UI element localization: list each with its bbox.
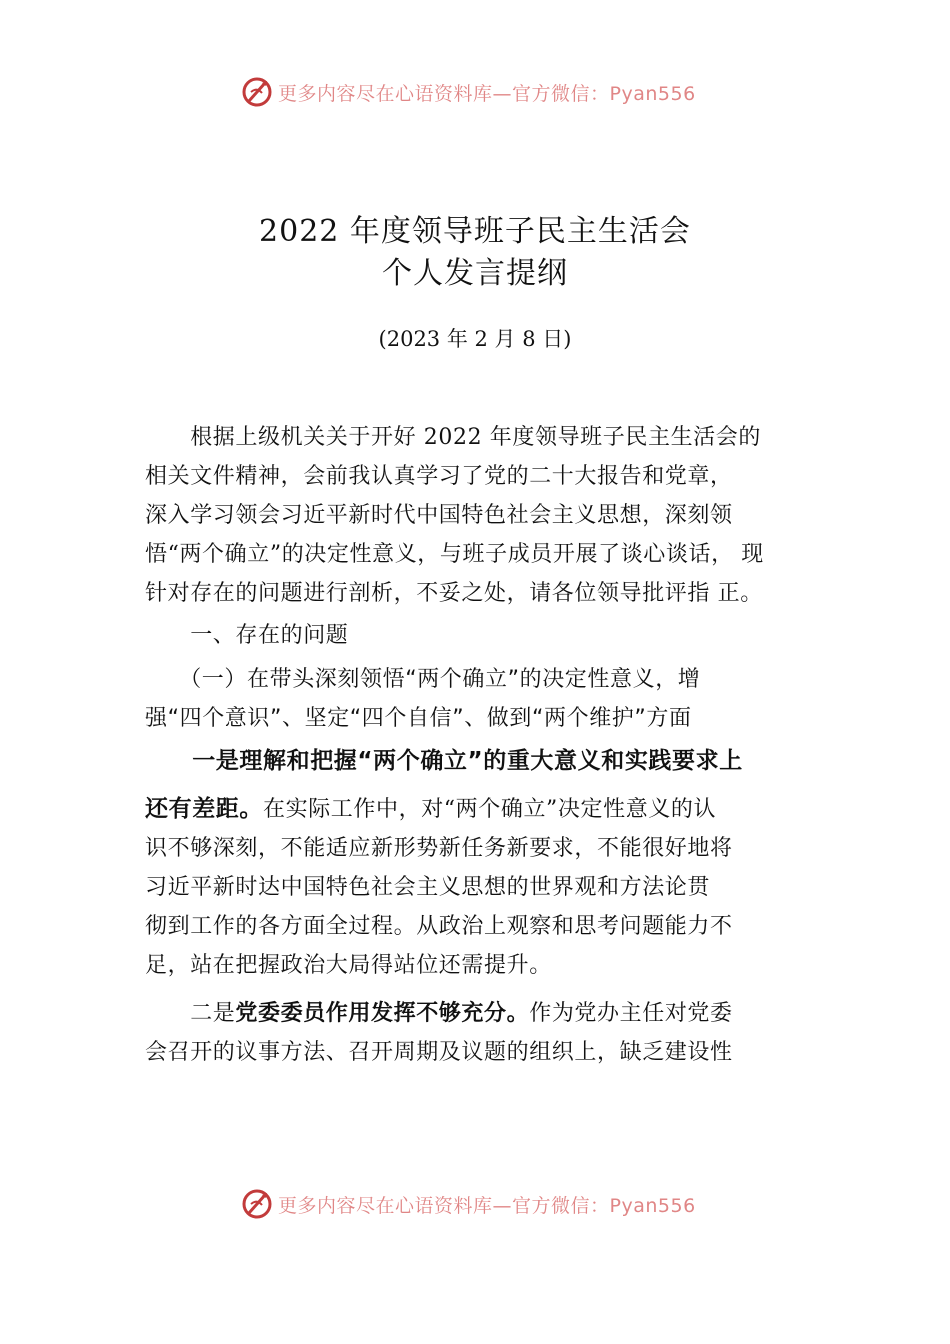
point-2-text: 作为党办主任对党委 (529, 1001, 733, 1026)
point-1-line: 识不够深刻，不能适应新形势新任务新要求，不能很好地将 (145, 836, 733, 861)
point-2-line-mixed (145, 994, 835, 1033)
pen-logo-icon (240, 75, 274, 109)
section-heading-text: 一、存在的问题 (145, 623, 349, 648)
point-1-text: 在实际工作中，对“两个确立”决定性意义的认 (263, 797, 717, 822)
point-1-line: 足，站在把握政治大局得站位还需提升。 (145, 953, 552, 978)
header-watermark-banner (0, 72, 950, 112)
intro-line: 相关文件精神，会前我认真学习了党的二十大报告和党章， (145, 464, 733, 489)
point-2-bold: 党委委员作用发挥不够充分。 (235, 1001, 530, 1026)
point-2-line: 会召开的议事方法、召开周期及议题的组织上，缺乏建设性 (145, 1040, 733, 1065)
watermark-text: 更多内容尽在心语资料库—官方微信：Pyan556 (278, 82, 696, 105)
intro-paragraph (145, 418, 835, 613)
intro-line: 针对存在的问题进行剖析，不妥之处，请各位领导批评指 正。 (145, 581, 763, 606)
section-heading-problems (145, 616, 835, 655)
point-1-line: 习近平新时达中国特色社会主义思想的世界观和方法论贯 (145, 875, 711, 900)
document-title-line-2: 个人发言提纲 (382, 256, 568, 291)
footer-watermark-banner (0, 1184, 950, 1224)
subsection-line: 强“四个意识”、坚定“四个自信”、做到“两个维护”方面 (145, 706, 692, 731)
point-1-heading (145, 742, 835, 781)
point-1-paragraph (145, 790, 835, 985)
point-2-paragraph (145, 994, 835, 1072)
intro-line: 根据上级机关关于开好 2022 年度领导班子民主生活会的 (145, 425, 761, 450)
intro-line: 深入学习领会习近平新时代中国特色社会主义思想，深刻领 (145, 503, 733, 528)
intro-line: 悟“两个确立”的决定性意义，与班子成员开展了谈心谈话， 现 (145, 542, 764, 567)
document-date: (2023 年 2 月 8 日) (378, 327, 572, 351)
subsection-line: （一）在带头深刻领悟“两个确立”的决定性意义，增 (145, 667, 701, 692)
point-2-prefix: 二是 (145, 1001, 236, 1026)
pen-logo-icon (240, 1187, 274, 1221)
point-1-line: 彻到工作的各方面全过程。从政治上观察和思考问题能力不 (145, 914, 733, 939)
document-title-line-1: 2022 年度领导班子民主生活会 (259, 214, 691, 249)
point-1-bold-tail: 还有差距。 (145, 796, 263, 822)
watermark-text: 更多内容尽在心语资料库—官方微信：Pyan556 (278, 1194, 696, 1217)
point-1-line-mixed (145, 790, 835, 829)
subsection-heading-1 (145, 660, 835, 738)
point-1-bold-line: 一是理解和把握“两个确立”的重大意义和实践要求上 (145, 748, 743, 774)
